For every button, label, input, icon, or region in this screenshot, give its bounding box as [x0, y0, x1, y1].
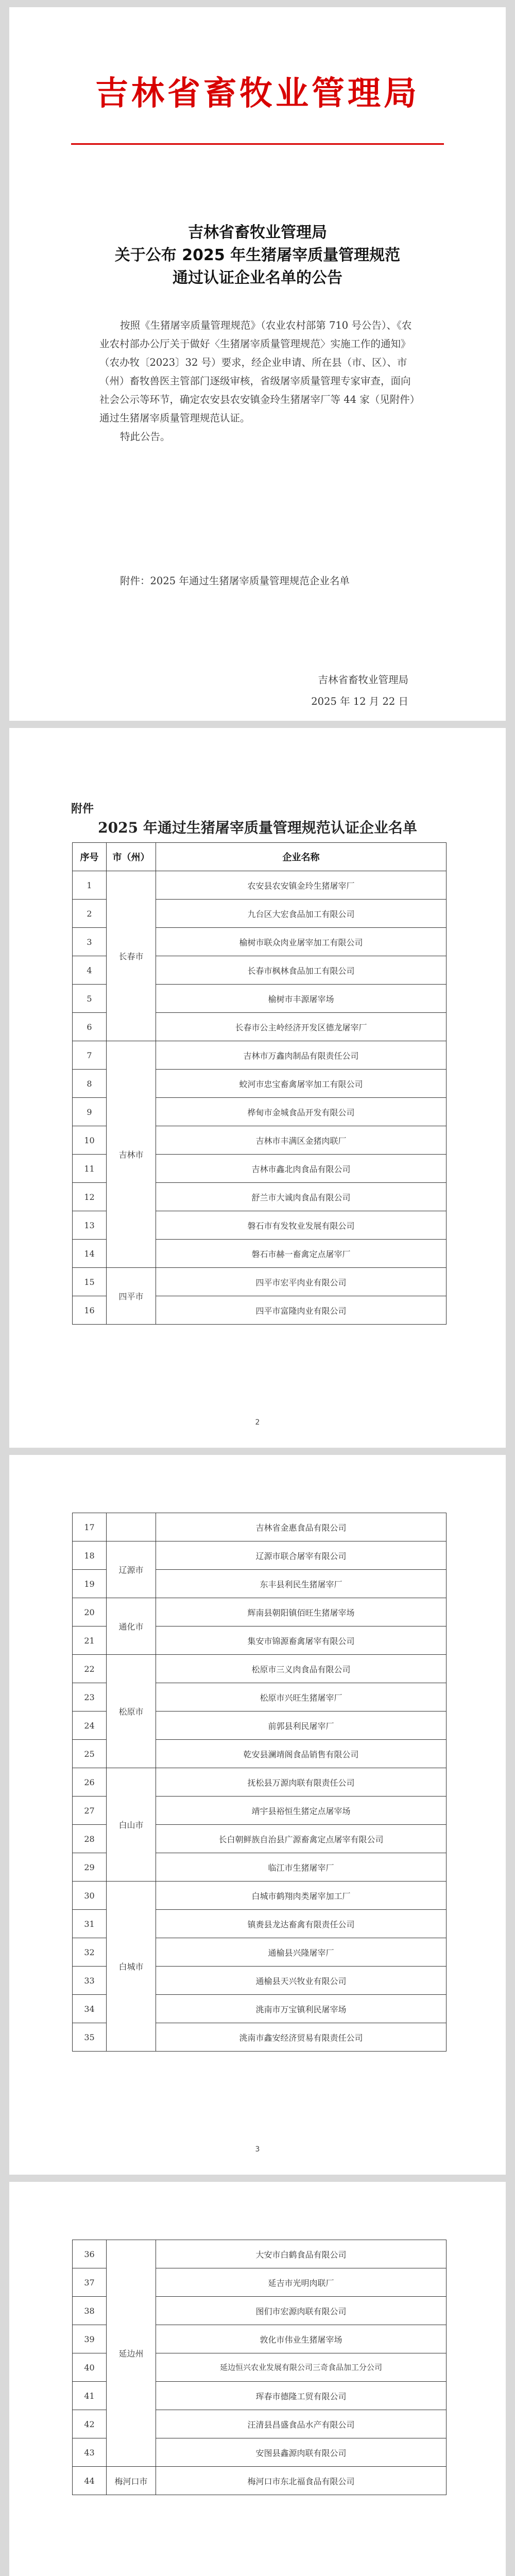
company-name: 延吉市光明肉联厂 — [156, 2268, 447, 2297]
company-name: 四平市富隆肉业有限公司 — [156, 1296, 447, 1325]
company-name: 长春市枫林食品加工有限公司 — [156, 956, 447, 985]
company-name: 东丰县利民生猪屠宰厂 — [156, 1570, 447, 1598]
row-number: 10 — [73, 1126, 107, 1155]
row-number: 12 — [73, 1183, 107, 1211]
row-number: 30 — [73, 1882, 107, 1910]
notice-body — [99, 316, 419, 446]
table-row — [73, 1541, 447, 1570]
row-number: 43 — [73, 2438, 107, 2467]
company-name: 汪清县昌盛食品水产有限公司 — [156, 2410, 447, 2438]
city-cell: 长春市 — [107, 871, 156, 1041]
attachment-label: 附件 — [71, 803, 94, 816]
city-cell: 梅河口市 — [107, 2467, 156, 2495]
row-number: 28 — [73, 1825, 107, 1853]
red-header-title: 吉林省畜牧业管理局 — [95, 75, 420, 113]
page-number: 2 — [255, 1418, 260, 1427]
table-row — [73, 2467, 447, 2495]
table-row — [73, 1882, 447, 1910]
company-name: 吉林省金惠食品有限公司 — [156, 1513, 447, 1541]
row-number: 19 — [73, 1570, 107, 1598]
company-name: 松原市三义肉食品有限公司 — [156, 1655, 447, 1683]
row-number: 21 — [73, 1626, 107, 1655]
row-number: 20 — [73, 1598, 107, 1626]
table-row — [73, 1041, 447, 1070]
company-name: 临江市生猪屠宰厂 — [156, 1853, 447, 1882]
company-name: 桦甸市金城食品开发有限公司 — [156, 1098, 447, 1126]
company-name: 大安市白鹤食品有限公司 — [156, 2240, 447, 2268]
company-name: 前郭县利民屠宰厂 — [156, 1711, 447, 1740]
company-name: 长白朝鲜族自治县广源畜禽定点屠宰有限公司 — [156, 1825, 447, 1853]
city-cell: 吉林市 — [107, 1041, 156, 1268]
doc-title-line-2: 关于公布 2025 年生猪屠宰质量管理规范 — [114, 246, 401, 264]
table-title: 2025 年通过生猪屠宰质量管理规范认证企业名单 — [98, 819, 417, 836]
row-number: 6 — [73, 1013, 107, 1041]
company-name: 蛟河市忠宝畜禽屠宰加工有限公司 — [156, 1070, 447, 1098]
company-name: 舒兰市大诚肉食品有限公司 — [156, 1183, 447, 1211]
doc-title-line-3: 通过认证企业名单的公告 — [173, 269, 342, 287]
company-name: 靖宇县裕恒生猪定点屠宰场 — [156, 1797, 447, 1825]
company-name: 长春市公主岭经济开发区德龙屠宰厂 — [156, 1013, 447, 1041]
table-row — [73, 1513, 447, 1541]
company-name: 农安县农安镇金玲生猪屠宰厂 — [156, 871, 447, 900]
row-number: 13 — [73, 1211, 107, 1240]
city-cell — [107, 1513, 156, 1541]
company-name: 镇赉县龙达畜禽有限责任公司 — [156, 1910, 447, 1938]
row-number: 27 — [73, 1797, 107, 1825]
row-number: 15 — [73, 1268, 107, 1296]
row-number: 4 — [73, 956, 107, 985]
city-cell: 通化市 — [107, 1598, 156, 1655]
company-name: 洮南市鑫安经济贸易有限责任公司 — [156, 2023, 447, 2052]
row-number: 11 — [73, 1155, 107, 1183]
attachment-reference: 附件：2025 年通过生猪屠宰质量管理规范企业名单 — [120, 575, 350, 587]
city-cell: 辽源市 — [107, 1541, 156, 1598]
city-cell: 延边州 — [107, 2240, 156, 2467]
company-name: 榆树市丰源屠宰场 — [156, 985, 447, 1013]
row-number: 41 — [73, 2382, 107, 2410]
table-row — [73, 1268, 447, 1296]
company-table — [72, 1513, 447, 2052]
company-name: 磐石市有发牧业发展有限公司 — [156, 1211, 447, 1240]
company-name: 吉林市丰满区金猪肉联厂 — [156, 1126, 447, 1155]
row-number: 23 — [73, 1683, 107, 1711]
row-number: 5 — [73, 985, 107, 1013]
company-name: 九台区大宏食品加工有限公司 — [156, 900, 447, 928]
doc-title-line-1: 吉林省畜牧业管理局 — [188, 224, 327, 242]
header-no: 序号 — [73, 843, 107, 871]
row-number: 35 — [73, 2023, 107, 2052]
company-name: 安图县鑫源肉联有限公司 — [156, 2438, 447, 2467]
row-number: 40 — [73, 2353, 107, 2382]
signer-name: 吉林省畜牧业管理局 — [318, 674, 408, 686]
row-number: 32 — [73, 1938, 107, 1967]
row-number: 31 — [73, 1910, 107, 1938]
row-number: 38 — [73, 2297, 107, 2325]
row-number: 16 — [73, 1296, 107, 1325]
row-number: 22 — [73, 1655, 107, 1683]
company-name: 磐石市赫一畜禽定点屠宰厂 — [156, 1240, 447, 1268]
company-name: 吉林市万鑫肉制品有限责任公司 — [156, 1041, 447, 1070]
row-number: 26 — [73, 1768, 107, 1797]
row-number: 2 — [73, 900, 107, 928]
company-name: 集安市锦源畜禽屠宰有限公司 — [156, 1626, 447, 1655]
table-row — [73, 1598, 447, 1626]
body-paragraph: 按照《生猪屠宰质量管理规范》（农业农村部第 710 号公告）、《农业农村部办公厅关于做好〈生猪屠宰质量管理规范〉实施工作的通知》（农办牧〔2023〕32 号）要求，经企业申请、所在县（市、区）、市（州）畜牧兽医主管部门逐级审核，省级屠宰质量管理专家审查，面向社会公示等环节，确定农安县农安镇金玲生猪屠宰厂等 44 家（见附件）通过生猪屠宰质量管理规范认证。 — [99, 319, 415, 424]
notice-page — [9, 7, 506, 721]
company-name: 梅河口市东北福食品有限公司 — [156, 2467, 447, 2495]
row-number: 33 — [73, 1967, 107, 1995]
table-row — [73, 1768, 447, 1797]
header-city: 市（州） — [107, 843, 156, 871]
table-row — [73, 1655, 447, 1683]
row-number: 42 — [73, 2410, 107, 2438]
attachment-page-1 — [9, 728, 506, 1448]
row-number: 44 — [73, 2467, 107, 2495]
row-number: 7 — [73, 1041, 107, 1070]
city-cell: 四平市 — [107, 1268, 156, 1325]
company-name: 图们市宏源肉联有限公司 — [156, 2297, 447, 2325]
row-number: 37 — [73, 2268, 107, 2297]
row-number: 17 — [73, 1513, 107, 1541]
row-number: 8 — [73, 1070, 107, 1098]
row-number: 14 — [73, 1240, 107, 1268]
issue-date: 2025 年 12 月 22 日 — [311, 696, 408, 707]
company-name: 乾安县澜靖阁食品销售有限公司 — [156, 1740, 447, 1768]
city-cell: 松原市 — [107, 1655, 156, 1768]
row-number: 24 — [73, 1711, 107, 1740]
row-number: 3 — [73, 928, 107, 956]
red-divider-line — [71, 143, 444, 145]
row-number: 36 — [73, 2240, 107, 2268]
closing-paragraph: 特此公告。 — [120, 431, 170, 443]
company-name: 通榆县天兴牧业有限公司 — [156, 1967, 447, 1995]
row-number: 29 — [73, 1853, 107, 1882]
row-number: 9 — [73, 1098, 107, 1126]
row-number: 25 — [73, 1740, 107, 1768]
city-cell: 白山市 — [107, 1768, 156, 1882]
company-name: 松原市兴旺生猪屠宰厂 — [156, 1683, 447, 1711]
company-name: 辽源市联合屠宰有限公司 — [156, 1541, 447, 1570]
company-name: 吉林市鑫北肉食品有限公司 — [156, 1155, 447, 1183]
company-table — [72, 842, 447, 1325]
company-name: 抚松县万源肉联有限责任公司 — [156, 1768, 447, 1797]
header-company: 企业名称 — [156, 843, 447, 871]
table-header-row — [73, 843, 447, 871]
city-cell: 白城市 — [107, 1882, 156, 2052]
company-table — [72, 2240, 447, 2495]
company-name: 延边恒兴农业发展有限公司三奇食品加工分公司 — [156, 2353, 447, 2382]
row-number: 18 — [73, 1541, 107, 1570]
table-row — [73, 2240, 447, 2268]
row-number: 39 — [73, 2325, 107, 2353]
attachment-page-2 — [9, 1455, 506, 2175]
company-name: 四平市宏平肉业有限公司 — [156, 1268, 447, 1296]
company-name: 珲春市德隆工贸有限公司 — [156, 2382, 447, 2410]
company-name: 敦化市伟业生猪屠宰场 — [156, 2325, 447, 2353]
row-number: 34 — [73, 1995, 107, 2023]
table-row — [73, 871, 447, 900]
company-name: 白城市鹤翔肉类屠宰加工厂 — [156, 1882, 447, 1910]
company-name: 通榆县兴隆屠宰厂 — [156, 1938, 447, 1967]
company-name: 辉南县朝阳镇佰旺生猪屠宰场 — [156, 1598, 447, 1626]
row-number: 1 — [73, 871, 107, 900]
attachment-page-3 — [9, 2182, 506, 2576]
page-number: 3 — [255, 2145, 260, 2154]
company-name: 洮南市万宝镇利民屠宰场 — [156, 1995, 447, 2023]
company-name: 榆树市联众肉业屠宰加工有限公司 — [156, 928, 447, 956]
